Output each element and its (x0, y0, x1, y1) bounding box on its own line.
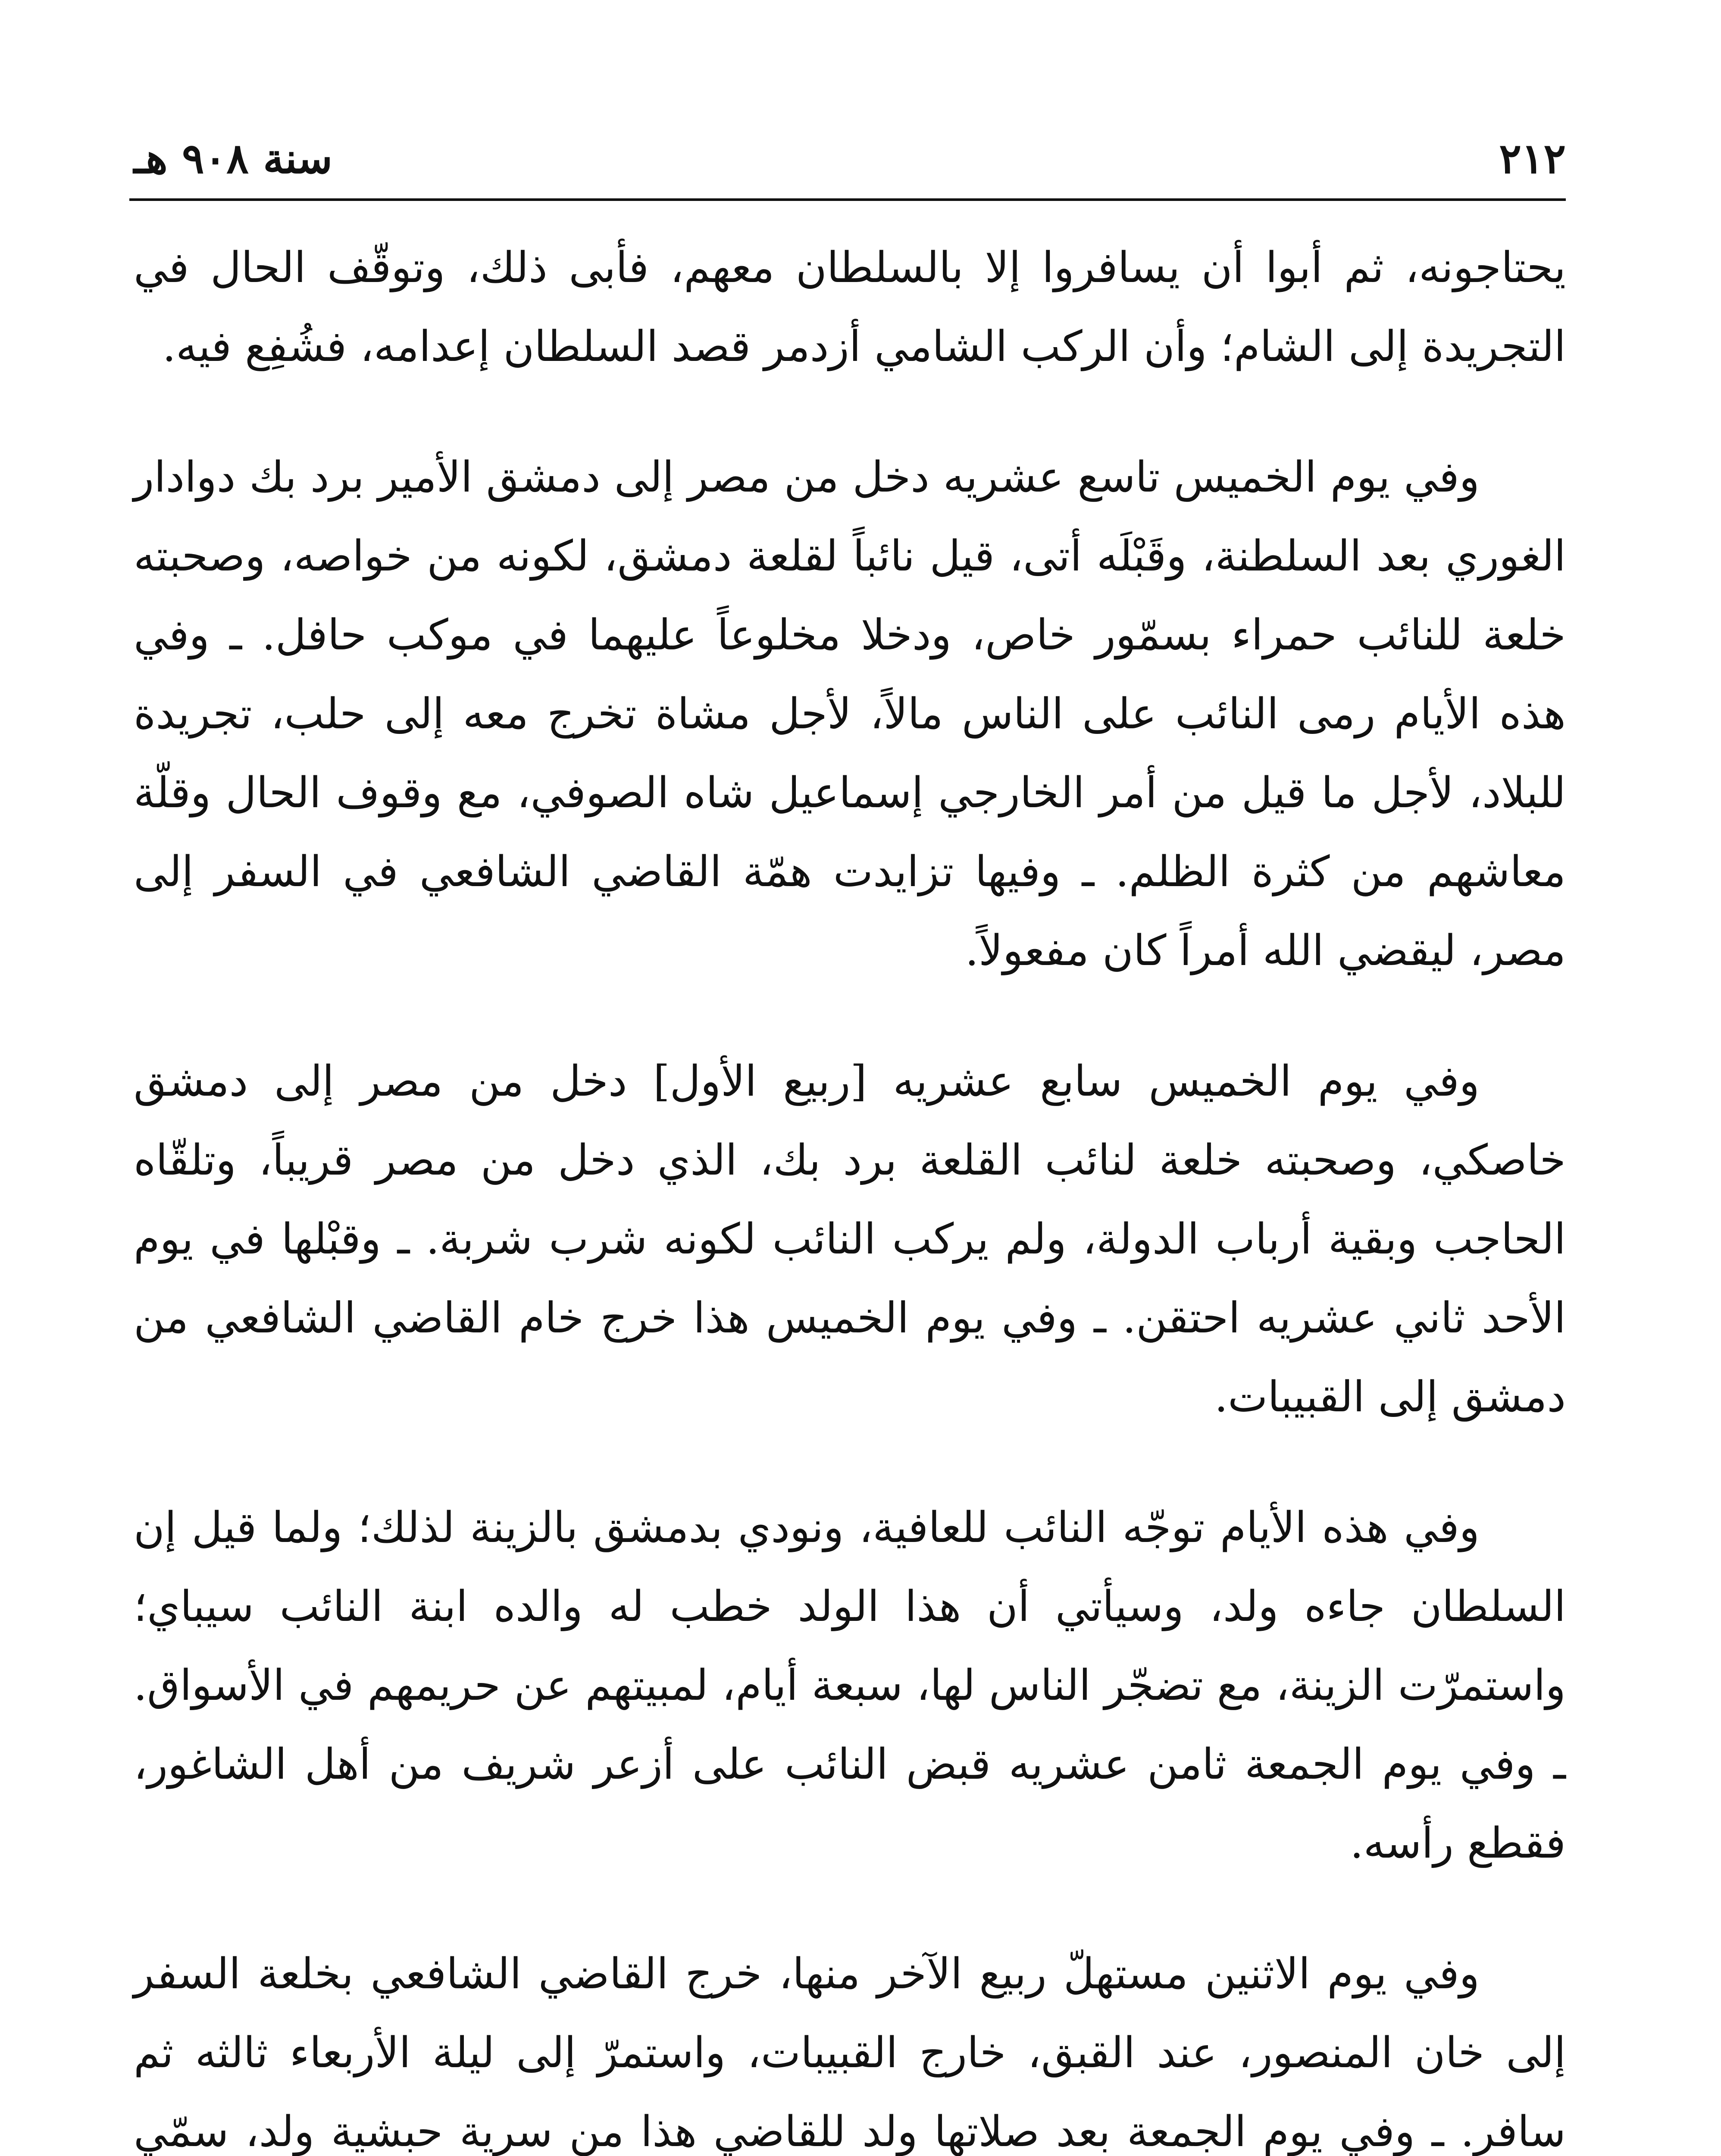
running-title: سنة ٩٠٨ هـ (134, 134, 333, 183)
paragraph-5: وفي يوم الاثنين مستهلّ ربيع الآخر منها، خرج القاضي الشافعي بخلعة السفر إلى خان المنصور، عند القبق، خارج القبيبات، واستمرّ إلى ليلة الأربعاء ثالثه ثم سافر. ـ وفي يوم الجمعة بعد صلاتها ولد للقاضي هذا من سرية حبشية ولد، سمّي (134, 1949, 1566, 2156)
paragraph-2: وفي يوم الخميس تاسع عشريه دخل من مصر إلى دمشق الأمير برد بك دوادار الغوري بعد السلطنة، وقَبْلَه أتى، قيل نائباً لقلعة دمشق، لكونه من خواصه، وصحبته خلعة للنائب حمراء بسمّور خاص، ودخلا مخلوعاً عليهما في موكب حافل. ـ وفي هذه الأيام رمى النائب على الناس مالاً، لأجل مشاة تخرج معه إلى حلب، تجريدة للبلاد، لأجل ما قيل من أمر الخارجي إسماعيل شاه الصوفي، مع وقوف الحال وقلّة معاشهم من كثرة الظلم. ـ وفيها تزايدت همّة القاضي الشافعي في السفر إلى مصر، ليقضي الله أمراً كان مفعولاً. (134, 453, 1566, 975)
paragraph-4: وفي هذه الأيام توجّه النائب للعافية، ونودي بدمشق بالزينة لذلك؛ ولما قيل إن السلطان جاءه ولد، وسيأتي أن هذا الولد خطب له والده ابنة النائب سيباي؛ واستمرّت الزينة، مع تضجّر الناس لها، سبعة أيام، لمبيتهم عن حريمهم في الأسواق. ـ وفي يوم الجمعة ثامن عشريه قبض النائب على أزعر شريف من أهل الشاغور، فقطع رأسه. (134, 1503, 1566, 1868)
page-number: ٢١٢ (1499, 134, 1566, 183)
body-text (134, 229, 1566, 2156)
header-rule (129, 198, 1566, 201)
paragraph-3: وفي يوم الخميس سابع عشريه [ربيع الأول] دخل من مصر إلى دمشق خاصكي، وصحبته خلعة لنائب القلعة برد بك، الذي دخل من مصر قريباً، وتلقّاه الحاجب وبقية أرباب الدولة، ولم يركب النائب لكونه شرب شربة. ـ وقبْلها في يوم الأحد ثاني عشريه احتقن. ـ وفي يوم الخميس هذا خرج خام القاضي الشافعي من دمشق إلى القبيبات. (134, 1057, 1566, 1422)
paragraph-1: يحتاجونه، ثم أبوا أن يسافروا إلا بالسلطان معهم، فأبى ذلك، وتوقّف الحال في التجريدة إلى الشام؛ وأن الركب الشامي أزدمر قصد السلطان إعدامه، فشُفِع فيه. (134, 243, 1566, 371)
running-head (134, 129, 1566, 194)
